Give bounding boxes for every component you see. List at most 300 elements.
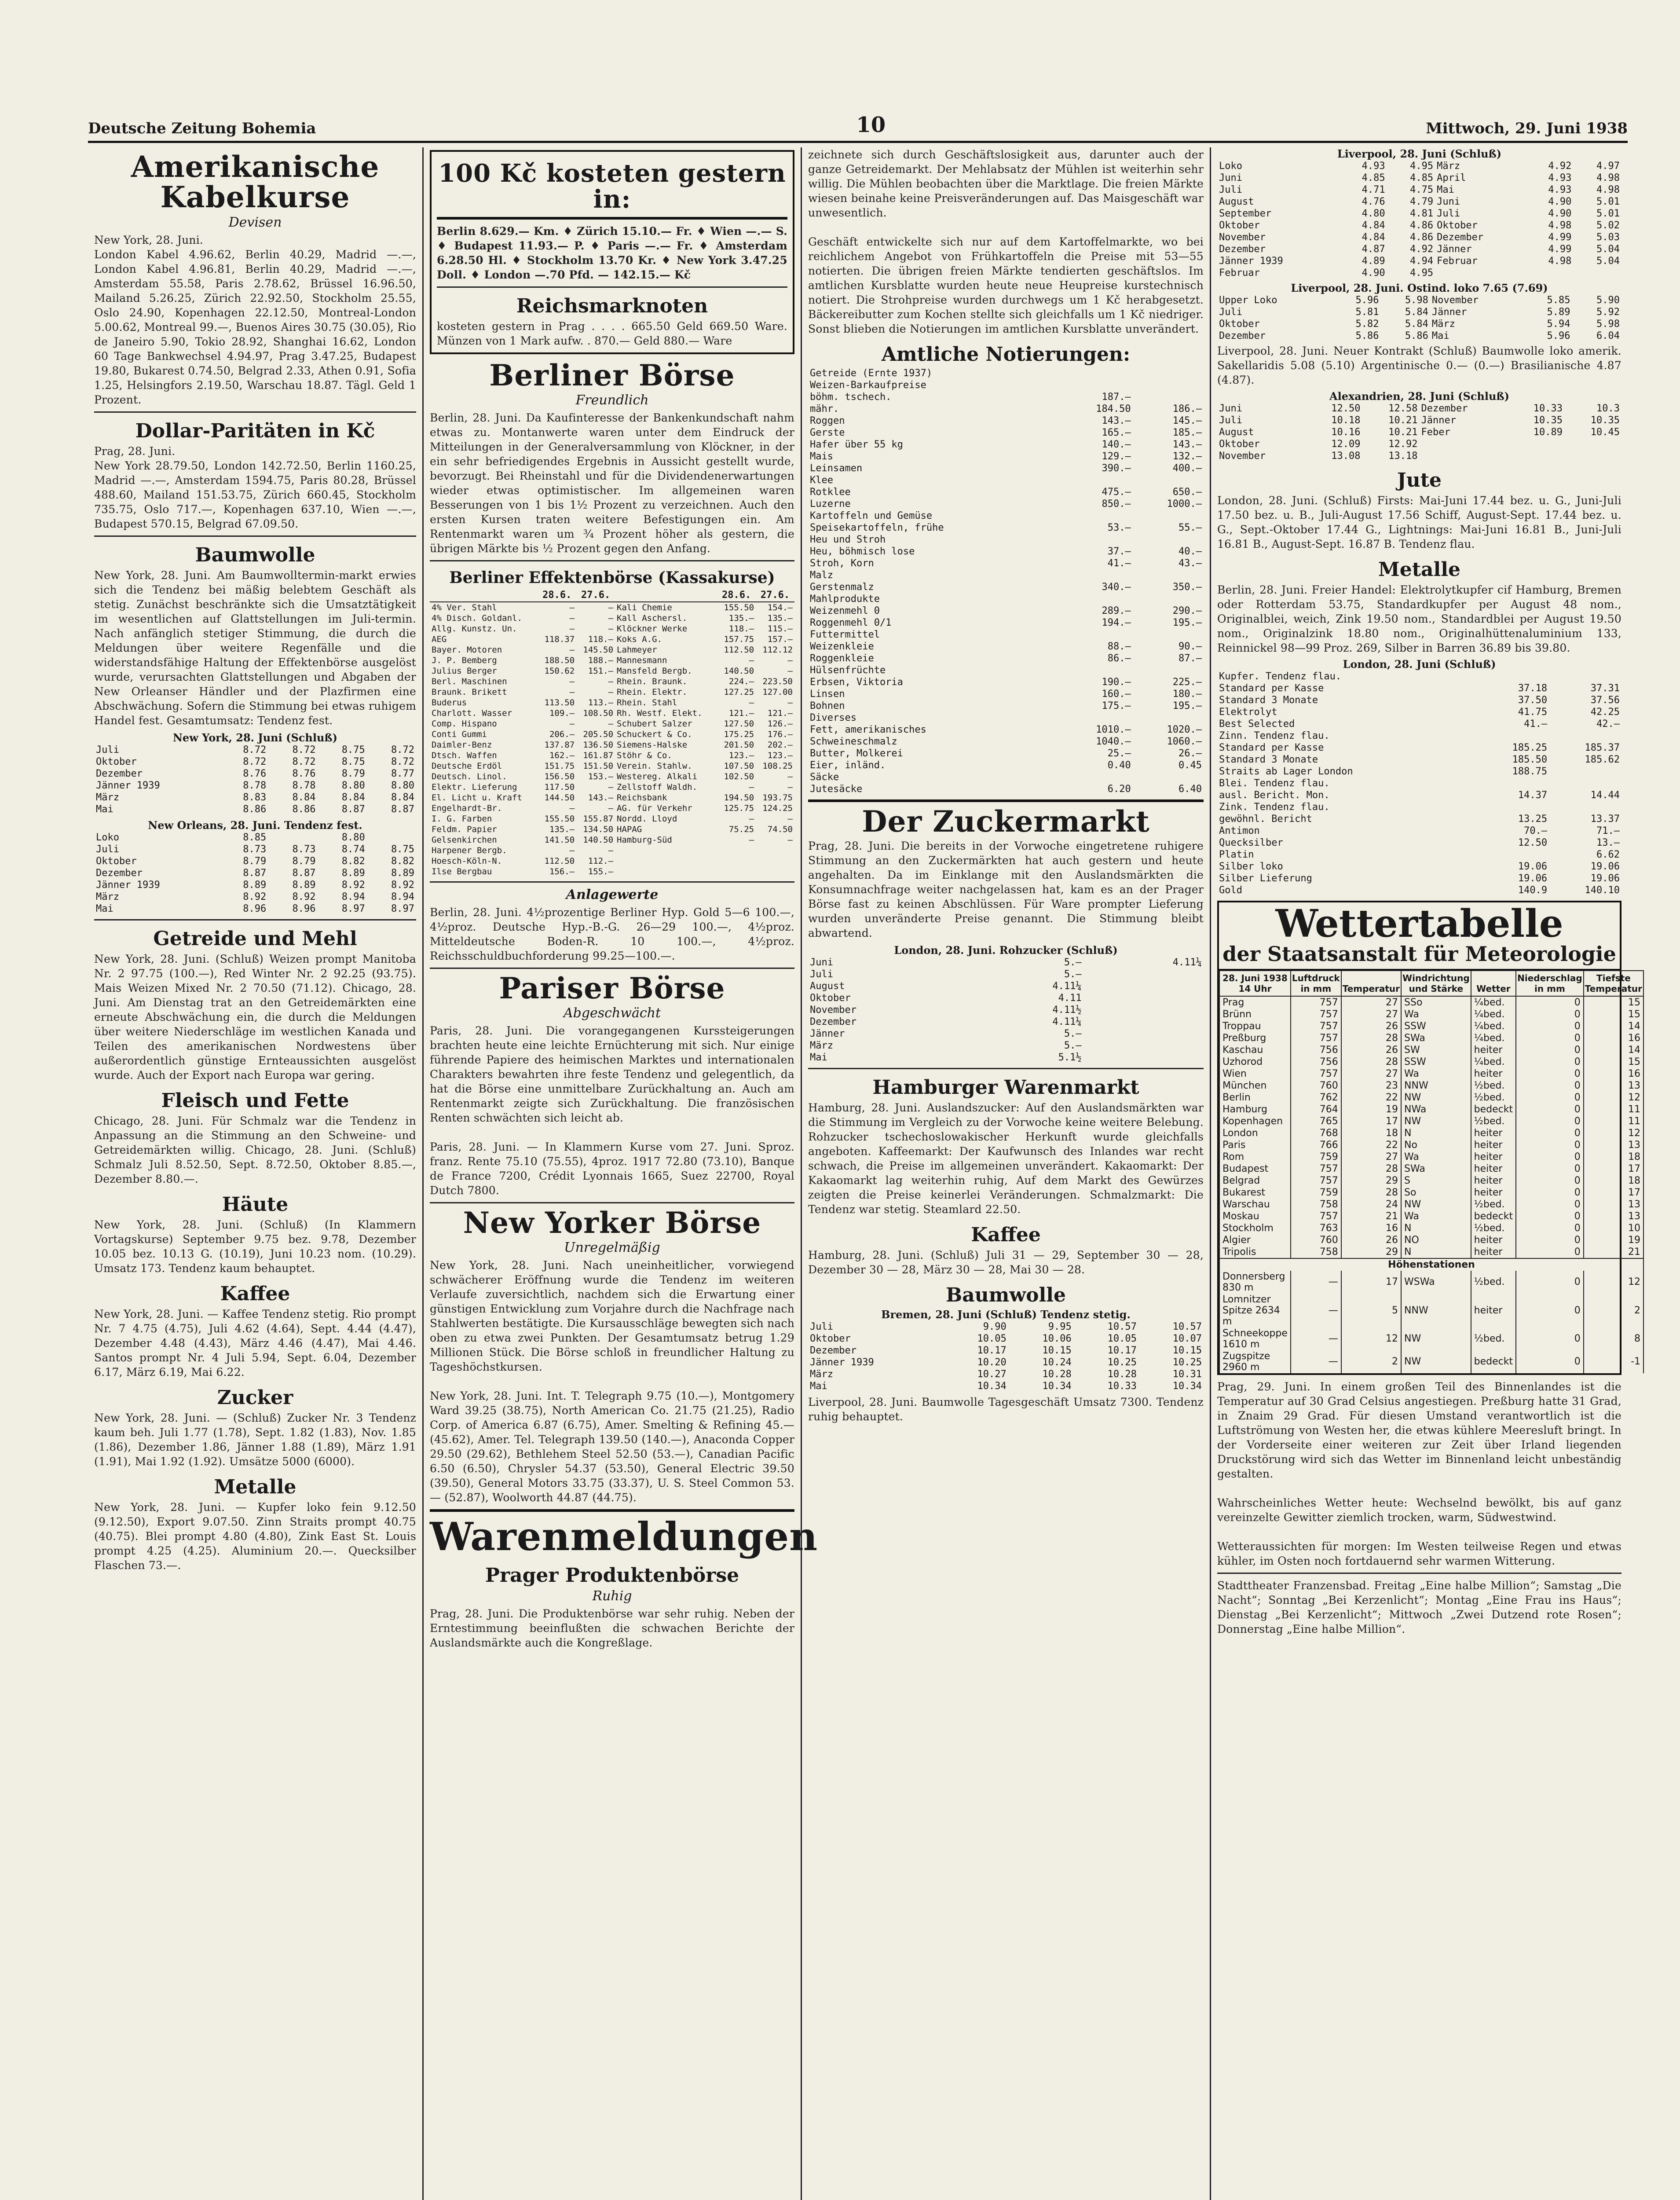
table-row — [808, 771, 1204, 783]
weather-cell: heiter — [1471, 1246, 1516, 1258]
weather-row — [1219, 1271, 1643, 1294]
table-cell — [1133, 593, 1204, 605]
table-cell: 112.12 — [762, 645, 793, 655]
weather-cell: 10 — [1584, 1222, 1643, 1234]
table-cell: 8.92 — [243, 891, 267, 902]
table-row — [1217, 849, 1621, 861]
table-row — [1217, 450, 1621, 462]
table-cell: Lahmeyer — [617, 645, 657, 655]
weather-cell: 768 — [1291, 1127, 1341, 1139]
table-cell: Standard per Kasse — [1219, 742, 1324, 753]
table-cell: Oktober — [1219, 220, 1260, 231]
table-row — [1217, 861, 1621, 873]
table-cell — [1476, 730, 1549, 742]
table-cell — [1549, 801, 1621, 813]
table-cell: Standard 3 Monate — [1219, 754, 1318, 765]
table-row — [1217, 730, 1621, 742]
table-cell: Februar — [1437, 256, 1478, 267]
weather-cell: 0 — [1516, 1175, 1584, 1187]
weather-cell: NO — [1401, 1234, 1471, 1246]
table-cell — [1083, 1016, 1095, 1028]
table-cell: 10.24 — [1042, 1357, 1072, 1368]
weather-cell: Wien — [1219, 1068, 1291, 1080]
page-number: 10 — [856, 113, 886, 137]
weather-cell: ½bed. — [1471, 1271, 1516, 1294]
table-cell: 4.81 — [1410, 208, 1434, 219]
weather-cell: 764 — [1291, 1104, 1341, 1115]
table-cell: 140.50 — [724, 666, 754, 676]
table-row — [430, 719, 794, 729]
table-cell: El. Licht u. Kraft — [432, 792, 522, 803]
table-cell: Feber — [1421, 427, 1450, 438]
weather-cell: 26 — [1341, 1044, 1401, 1056]
table-cell: Platin — [1219, 849, 1254, 860]
table-cell: Heu, böhmisch lose — [810, 546, 915, 557]
amtliche-title: Amtliche Notierungen: — [881, 343, 1131, 366]
weather-cell: 0 — [1516, 1008, 1584, 1020]
produktenboerse-continued-text: zeichnete sich durch Geschäftslosigkeit aus, darunter auch der ganze Getreidemarkt. Der Mehlabsatz der Mühlen ist weiterhin sehr willig. Die Mühlen beobachten über die Marktlage. Die freien Märkte wiesen beinahe keine Preisveränderungen auf. Das Maisgeschäft war unwesentlich. Geschäft entwickelte sich nur auf dem Kartoffelmarkte, wo bei reichlichem Angebot von Frühkartoffeln die Preise mit 53—55 notierten. Die übrigen freien Märkte tendierten geschäftslos. Im amtlichen Kursblatte wurden heute neue Heupreise kurstechnisch notiert. Die Strohpreise wurden durchwegs um 1 Kč herabgesetzt. Bäckereibutter zum Kochen stellte sich gleichfalls um 1 Kč niedriger. Sonst blieben die Notierungen im amtlichen Kursblatte unverändert. — [808, 148, 1204, 335]
table-cell: 8.84 — [341, 792, 365, 803]
table-cell: 37.56 — [1590, 695, 1620, 706]
weather-cell: Donnersberg 830 m — [1219, 1271, 1291, 1294]
table-header-cell — [430, 589, 538, 602]
table-cell: 41.— — [1107, 558, 1131, 569]
weather-cell: 29 — [1341, 1246, 1401, 1258]
table-cell: 4.94 — [1410, 256, 1434, 267]
table-cell: 108.50 — [583, 708, 614, 718]
table-row — [1217, 754, 1621, 766]
table-row — [1217, 825, 1621, 837]
table-cell: 5.— — [1064, 1040, 1082, 1052]
table-cell: 4.90 — [1548, 196, 1572, 207]
table-cell — [1133, 712, 1204, 724]
table-cell: AG. für Verkehr — [617, 803, 692, 813]
table-row — [94, 891, 416, 903]
table-row — [808, 1321, 1204, 1333]
table-cell: Dtsch. Waffen — [432, 750, 497, 760]
anleihen-title: Anlagewerte — [566, 887, 659, 902]
table-cell: 129.— — [1102, 451, 1131, 462]
table-row — [94, 855, 416, 867]
table-cell: Jänner — [1431, 307, 1467, 318]
exchange-box — [430, 150, 794, 354]
table-row — [430, 708, 794, 719]
weather-cell: NNW — [1401, 1080, 1471, 1092]
table-cell — [1133, 569, 1204, 581]
table-cell — [1061, 474, 1132, 486]
table-cell: 8.75 — [391, 843, 414, 855]
table-cell: 225.— — [1172, 677, 1202, 688]
table-cell: Verein. Stahlw. — [617, 761, 692, 771]
table-cell: 8.83 — [243, 792, 267, 803]
table-row — [430, 687, 794, 697]
table-cell: 112.— — [588, 856, 614, 866]
weather-cell: heiter — [1471, 1068, 1516, 1080]
table-cell: Luzerne — [810, 499, 851, 510]
table-cell: 10.28 — [1042, 1369, 1072, 1380]
table-cell: 10.15 — [1172, 1345, 1202, 1357]
table-cell: Futtermittel — [810, 629, 880, 640]
table-cell: 4.95 — [1410, 268, 1434, 279]
table-cell: 140.10 — [1585, 885, 1620, 896]
table-cell: 8.96 — [243, 903, 267, 914]
table-row — [1217, 884, 1621, 896]
zucker-text: New York, 28. Juni. — (Schluß) Zucker Nr. 3 Tendenz kaum beh. Juli 1.77 (1.78), Sept. 1.82 (1.83), Nov. 1.85 (1.86), Dezember 1.86, Jänner 1.88 (1.89), März 1.91 (1.91), Mai 1.92 (1.92). Umsätze 5000 (6000). — [94, 1411, 420, 1468]
table-cell: 4.93 — [1362, 161, 1385, 172]
no-cotton-table — [94, 832, 416, 915]
table-cell: 37.— — [1107, 546, 1131, 557]
table-cell: März — [810, 1040, 833, 1052]
table-cell: 144.50 — [544, 792, 575, 803]
weather-header-cell: Luftdruck in mm — [1291, 971, 1341, 996]
table-row — [808, 391, 1204, 403]
exchange-box-text: Berlin 8.629.— Km. ♦ Zürich 15.10.— Fr. ♦ Wien —.— S. ♦ Budapest 11.93.— P. ♦ Paris —.— Fr. ♦ Amsterdam 6.28.50 Hl. ♦ Stockholm 13.70 Kr. ♦ New York 3.47.25 Doll. ♦ London —.70 Pfd. — 142.15.— Kč — [437, 224, 791, 281]
table-cell: 8.92 — [391, 879, 414, 891]
reichsmark-title: Reichsmarknoten — [516, 294, 708, 317]
table-cell: 8.92 — [292, 891, 316, 902]
weather-cell: 11 — [1584, 1115, 1643, 1127]
weather-title: Wettertabelle — [1275, 902, 1563, 946]
table-cell: Zink. Tendenz flau. — [1219, 802, 1330, 813]
table-cell: 8.77 — [391, 768, 414, 779]
weather-cell: 2 — [1584, 1294, 1643, 1327]
table-cell: 4.98 — [1548, 256, 1572, 267]
table-cell: Dezember — [810, 1345, 856, 1357]
ny-table-title: New York, 28. Juni (Schluß) — [172, 731, 337, 744]
table-cell: 90.— — [1179, 641, 1202, 652]
table-cell: Malz — [810, 570, 833, 581]
weather-cell: bedeckt — [1471, 1350, 1516, 1373]
table-cell: gewöhnl. Bericht — [1219, 814, 1312, 825]
weather-cell: Berlin — [1219, 1092, 1291, 1104]
table-row — [808, 1345, 1204, 1357]
london-metals-title: London, 28. Juni (Schluß) — [1343, 658, 1496, 671]
table-cell — [1061, 664, 1132, 676]
table-cell: 12.50 — [1331, 403, 1361, 414]
table-cell: 25.— — [1107, 748, 1131, 759]
weather-cell: Belgrad — [1219, 1175, 1291, 1187]
table-cell: März — [810, 1369, 833, 1380]
table-row — [808, 676, 1204, 688]
table-cell: — — [569, 676, 575, 686]
table-cell — [1133, 391, 1204, 403]
table-cell: 165.— — [1102, 427, 1131, 438]
table-cell — [1573, 267, 1621, 279]
weather-cell: 758 — [1291, 1246, 1341, 1258]
weather-cell: 0 — [1516, 1020, 1584, 1032]
table-cell: — — [608, 845, 614, 855]
table-row — [430, 676, 794, 687]
table-row — [1217, 172, 1621, 184]
weather-cell: 14 — [1584, 1020, 1643, 1032]
weather-cell: 26 — [1341, 1234, 1401, 1246]
weather-cell: NW — [1401, 1327, 1471, 1350]
table-cell: Getreide (Ernte 1937) — [810, 368, 933, 379]
table-cell: 289.— — [1102, 605, 1131, 616]
table-row — [808, 1333, 1204, 1345]
table-cell: 137.87 — [544, 740, 575, 750]
table-cell: 155.— — [588, 866, 614, 876]
table-cell: Jänner 1939 — [1219, 256, 1283, 267]
table-cell: Juli — [96, 744, 119, 755]
weather-cell: 17 — [1584, 1187, 1643, 1199]
jute-text: London, 28. Juni. (Schluß) Firsts: Mai-Juni 17.44 bez. u. G., Juni-Juli 17.50 bez. u. B., Juli-August 17.56 Schiff, August-Sept. 17.44 bez. u. G., Sept.-Oktober 17.44 G., Lightnings: Mai-Juni 16.81 B., Juni-Juli 16.81 B., August-Sept. 16.87 B. Tendenz flau. — [1217, 494, 1625, 550]
table-cell: 13.25 — [1518, 814, 1548, 825]
table-cell: 10.18 — [1331, 415, 1361, 426]
table-row — [1217, 255, 1621, 267]
table-row — [94, 903, 416, 915]
table-cell: Quecksilber — [1219, 837, 1283, 848]
table-cell: 136.50 — [583, 740, 614, 750]
table-cell: 8.72 — [391, 744, 414, 755]
table-cell: 10.25 — [1172, 1357, 1202, 1368]
table-cell — [1476, 671, 1549, 682]
table-cell — [1061, 379, 1132, 391]
table-cell: 26.— — [1179, 748, 1202, 759]
table-cell: 13.08 — [1331, 451, 1361, 462]
weather-row — [1219, 1151, 1643, 1163]
table-row — [808, 486, 1204, 498]
table-cell: 156.50 — [544, 771, 575, 781]
weather-row — [1219, 1234, 1643, 1246]
weather-header-cell: Wetter — [1471, 971, 1516, 996]
hamburger-text: Hamburg, 28. Juni. Auslandszucker: Auf den Auslandsmärkten war die Stimmung im Vergleich zu der Vorwoche keine weitere Belebung. Rohzucker tschechoslowakischer Herkunft wurde gleichfalls angeboten. Kaffeemarkt: Der Kaufwunsch des Inlandes war recht schwach, die Preise im allgemeinen unverändert. Kakaomarkt: Der Kakaomarkt lag weiterhin ruhig, Auf dem Markt des Gewürzes zeigten die Preise keinerlei Veränderungen. Schmalzmarkt: Die Tendenz war stetig. Steamlard 22.50. — [808, 1101, 1208, 1216]
table-cell: Oktober — [96, 756, 137, 767]
haute-text: New York, 28. Juni. (Schluß) (In Klammern Vortagskurse) September 9.75 bez. 9.78, Dezember 10.05 bez. 10.13 G. (10.19), Juni 10.23 nom. (10.29). Umsatz 173. Tendenz kaum behauptet. — [94, 1218, 420, 1275]
table-cell: — — [608, 782, 614, 792]
getreide-text: New York, 28. Juni. (Schluß) Weizen prompt Manitoba Nr. 2 97.75 (100.—), Red Winter Nr. 2 92.25 (93.75). Mais Weizen Mixed Nr. 2 70.50 (71.12). Chicago, 28. Juni. Am Dienstag trat an den Getreidemärkten eine erneute Abschwächung ein, die durch die Meldungen über weitere Niederschläge im westlichen Kanada und Teilen des amerikanischen Nordwestens über außerordentlich günstige Ernteaussichten ausgelöst wurde. Auch der Export nach Europa war gering. — [94, 952, 420, 1082]
table-cell: 37.31 — [1590, 683, 1620, 694]
table-cell: 5.89 — [1547, 307, 1570, 318]
table-cell: Weizenmehl 0 — [810, 605, 880, 616]
table-cell: Deutsch. Linol. — [432, 771, 507, 781]
table-row — [1217, 718, 1621, 730]
table-cell: 70.— — [1524, 825, 1548, 836]
weather-cell: 15 — [1584, 1008, 1643, 1020]
table-cell: 8.73 — [243, 843, 267, 855]
table-cell: 5.84 — [1405, 319, 1428, 330]
table-row — [1217, 837, 1621, 849]
table-cell: Juli — [1219, 184, 1242, 195]
table-cell: böhm. tschech. — [810, 392, 892, 403]
column-4 — [1210, 147, 1643, 2200]
table-cell: 109.— — [549, 708, 575, 718]
table-row — [1217, 267, 1621, 279]
weather-cell: Stockholm — [1219, 1222, 1291, 1234]
weather-cell: 757 — [1291, 1175, 1341, 1187]
haute-title: Häute — [222, 1193, 289, 1216]
table-cell: 4.11 — [1058, 993, 1082, 1004]
table-cell: 650.— — [1172, 487, 1202, 498]
table-cell — [1061, 510, 1132, 522]
table-cell: 14.44 — [1590, 790, 1620, 801]
table-cell: 53.— — [1107, 522, 1131, 533]
table-cell: — — [749, 835, 754, 845]
table-cell: Dezember — [1421, 403, 1468, 414]
table-cell — [1095, 980, 1204, 992]
table-row — [808, 427, 1204, 439]
table-cell: 185.50 — [1512, 754, 1548, 765]
table-cell: 390.— — [1102, 463, 1131, 474]
table-row — [1217, 813, 1621, 825]
table-cell: 117.50 — [544, 782, 575, 792]
table-cell: 124.25 — [762, 803, 793, 813]
weather-cell: 0 — [1516, 1327, 1584, 1350]
table-cell — [1549, 766, 1621, 777]
table-cell: Mai — [1431, 330, 1449, 341]
table-cell: 135.— — [549, 824, 575, 834]
table-cell: Dezember — [96, 867, 143, 879]
table-cell — [1083, 980, 1095, 992]
weather-cell: 17 — [1584, 1163, 1643, 1175]
table-cell: Juni — [810, 957, 833, 968]
table-cell: Juli — [1219, 415, 1242, 426]
table-row — [808, 759, 1204, 771]
table-cell: 1010.— — [1096, 724, 1131, 735]
table-cell — [1095, 1028, 1204, 1040]
table-cell — [1476, 849, 1549, 861]
table-row — [808, 957, 1204, 968]
table-cell: Elektr. Lieferung — [432, 782, 517, 792]
weather-cell: Brünn — [1219, 1008, 1291, 1020]
table-cell: Mannesmann — [617, 655, 667, 665]
table-cell: 8.92 — [341, 879, 365, 891]
table-cell: 8.87 — [391, 803, 414, 815]
weather-cell: Tripolis — [1219, 1246, 1291, 1258]
weather-cell: 26 — [1341, 1020, 1401, 1032]
table-cell: 8.79 — [292, 855, 316, 867]
table-row — [1217, 403, 1621, 414]
table-cell: Gerstenmalz — [810, 582, 874, 593]
table-cell: November — [810, 1005, 856, 1016]
weather-cell: ½bed. — [1471, 1222, 1516, 1234]
table-cell: 155.50 — [724, 602, 754, 612]
table-cell: Juli — [1219, 307, 1242, 318]
table-cell: ausl. Bericht. Mon. — [1219, 790, 1330, 801]
weather-cell: — — [1291, 1294, 1341, 1327]
table-cell: November — [1219, 232, 1266, 243]
table-row — [808, 403, 1204, 415]
table-cell: Rhein. Stahl — [617, 697, 677, 708]
weather-cell: 756 — [1291, 1044, 1341, 1056]
table-cell: 113.50 — [544, 697, 575, 708]
weather-cell: heiter — [1471, 1163, 1516, 1175]
weather-cell: 0 — [1516, 1271, 1584, 1294]
weather-cell: Lomnitzer Spitze 2634 m — [1219, 1294, 1291, 1327]
table-cell: 132.— — [1172, 451, 1202, 462]
table-cell: 151.— — [588, 666, 614, 676]
table-cell: Juli — [96, 843, 119, 855]
table-cell: 42.— — [1596, 719, 1620, 730]
table-cell: 4.11¼ — [1172, 957, 1202, 968]
weather-cell: 12 — [1584, 1127, 1643, 1139]
table-cell: 8.96 — [292, 903, 316, 914]
weather-cell: 24 — [1341, 1199, 1401, 1210]
table-cell: 4.90 — [1362, 268, 1385, 279]
weather-cell: 13 — [1584, 1080, 1643, 1092]
berliner-boerse-title: Berliner Börse — [489, 358, 735, 392]
table-cell: 4.99 — [1548, 244, 1572, 255]
table-cell — [1083, 1028, 1095, 1040]
table-cell: 71.— — [1596, 825, 1620, 836]
table-cell: 8.72 — [292, 744, 316, 755]
table-cell: 4.11¼ — [1052, 1016, 1082, 1028]
table-cell: Harpener Bergb. — [432, 845, 507, 855]
table-row — [430, 613, 794, 623]
table-cell: 8.87 — [292, 867, 316, 879]
table-cell: Erbsen, Viktoria — [810, 677, 903, 688]
table-row — [1217, 742, 1621, 754]
table-cell — [1564, 438, 1621, 450]
table-cell: 223.50 — [762, 676, 793, 686]
table-row — [1217, 426, 1621, 438]
table-cell: 10.15 — [1042, 1345, 1072, 1357]
table-cell — [1507, 438, 1564, 450]
table-cell: 88.— — [1107, 641, 1131, 652]
table-cell: 118.37 — [544, 634, 575, 644]
table-row — [808, 593, 1204, 605]
table-row — [430, 740, 794, 750]
weather-cell: heiter — [1471, 1151, 1516, 1163]
table-cell: — — [749, 655, 754, 665]
table-cell: 75.25 — [728, 824, 754, 834]
table-cell: Zinn. Tendenz flau. — [1219, 730, 1330, 741]
table-cell: Standard 3 Monate — [1219, 695, 1318, 706]
table-cell: 201.50 — [724, 740, 754, 750]
table-cell: 19.06 — [1590, 861, 1620, 872]
table-cell: 4.92 — [1410, 244, 1434, 255]
table-cell: Mai — [810, 1052, 827, 1063]
table-row — [808, 510, 1204, 522]
table-cell: 8.86 — [243, 803, 267, 815]
table-row — [1217, 243, 1621, 255]
table-cell: 4.79 — [1410, 196, 1434, 207]
table-row — [430, 666, 794, 676]
table-cell: Charlott. Wasser — [432, 708, 512, 718]
weather-header-cell: Temperatur — [1341, 971, 1401, 996]
table-cell: März — [96, 792, 119, 803]
weather-cell: 0 — [1516, 1092, 1584, 1104]
table-cell: 161.87 — [583, 750, 614, 760]
table-cell: Jänner 1939 — [96, 780, 160, 791]
table-row — [808, 992, 1204, 1004]
table-cell: — — [608, 719, 614, 729]
table-row — [808, 546, 1204, 557]
weather-row — [1219, 1032, 1643, 1044]
weather-cell: 12 — [1341, 1327, 1401, 1350]
table-cell: Hülsenfrüchte — [810, 665, 886, 676]
weather-cell: 13 — [1584, 1139, 1643, 1151]
table-cell: 5.96 — [1355, 295, 1379, 306]
table-cell — [1061, 771, 1132, 783]
table-cell: Stöhr & Co. — [617, 750, 672, 760]
table-row — [808, 641, 1204, 653]
table-cell: 5.98 — [1405, 295, 1428, 306]
weather-cell: 0 — [1516, 1056, 1584, 1068]
weather-cell: 0 — [1516, 1139, 1584, 1151]
weather-header — [1219, 902, 1620, 970]
weather-cell: 0 — [1516, 1210, 1584, 1222]
weather-row — [1219, 1080, 1643, 1092]
table-cell: 8.86 — [292, 803, 316, 815]
table-cell: 8.79 — [243, 855, 267, 867]
table-cell: August — [810, 981, 845, 992]
table-cell: Conti Gummi — [432, 729, 487, 739]
weather-row — [1219, 1163, 1643, 1175]
table-row — [808, 522, 1204, 534]
table-cell: 9.90 — [983, 1321, 1007, 1333]
table-cell: 475.— — [1102, 487, 1131, 498]
